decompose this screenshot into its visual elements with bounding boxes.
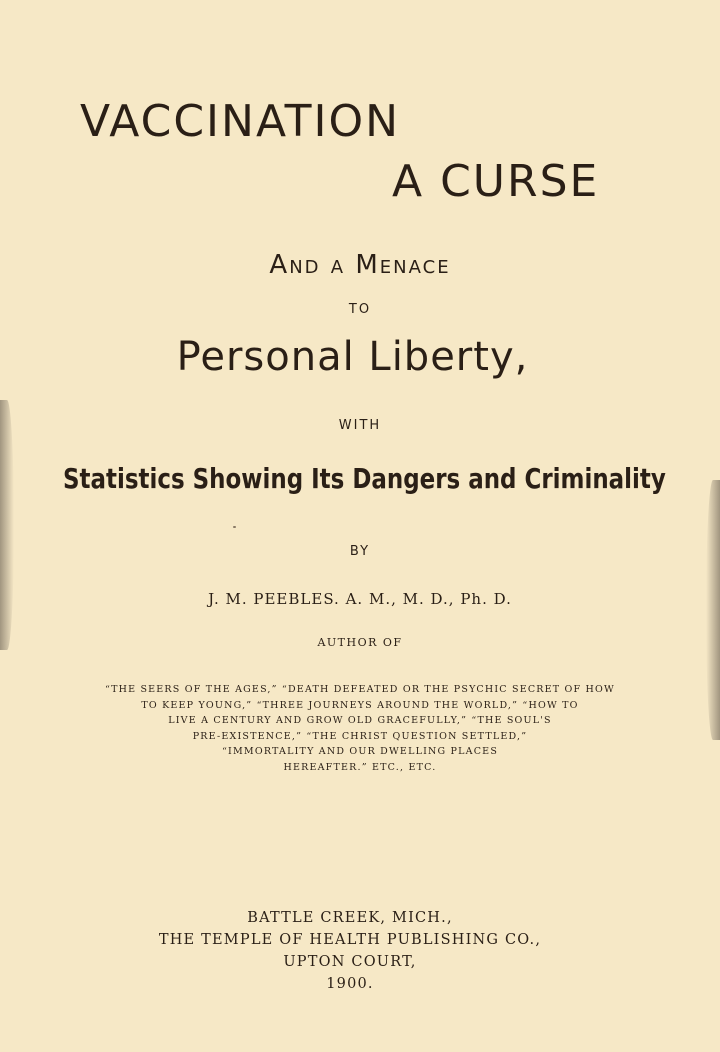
byline-by: BY (349, 544, 371, 559)
ink-speck (233, 526, 236, 528)
subtitle-to: TO (348, 302, 372, 317)
subtitle-menace: And a Menace (269, 250, 451, 280)
other-works-line: “THE SEERS OF THE AGES,” “DEATH DEFEATED OR THE PSYCHIC SECRET OF HOW (105, 684, 615, 695)
other-works-line: LIVE A CENTURY AND GROW OLD GRACEFULLY,” “THE SOUL'S (168, 715, 552, 726)
title-line-2: A CURSE (392, 156, 600, 207)
page-edge-shadow-right (706, 480, 720, 740)
imprint-year: 1900. (326, 976, 374, 992)
imprint-publisher: THE TEMPLE OF HEALTH PUBLISHING CO., (158, 932, 542, 948)
subtitle-with: WITH (338, 418, 382, 433)
author-name: J. M. PEEBLES. A. M., M. D., Ph. D. (208, 590, 512, 608)
other-works-line: PRE-EXISTENCE,” “THE CHRIST QUESTION SETTLED,” (192, 730, 528, 742)
imprint-address: UPTON COURT, (283, 954, 417, 970)
imprint-city: BATTLE CREEK, MICH., (247, 910, 453, 926)
other-works-line: TO KEEP YOUNG,” “THREE JOURNEYS AROUND THE WORLD,” “HOW TO (141, 699, 579, 711)
title-line-1: VACCINATION (80, 96, 401, 147)
other-works-list (60, 682, 660, 775)
subtitle-personal-liberty: Personal Liberty, (176, 334, 529, 380)
other-works-line: “IMMORTALITY AND OUR DWELLING PLACES (221, 746, 499, 757)
other-works-line: HEREAFTER.” ETC., ETC. (283, 761, 437, 773)
page-edge-shadow-left (0, 400, 14, 650)
imprint (0, 907, 700, 995)
author-of-label: AUTHOR OF (317, 636, 403, 649)
subtitle-statistics: Statistics Showing Its Dangers and Criminality (63, 462, 666, 495)
